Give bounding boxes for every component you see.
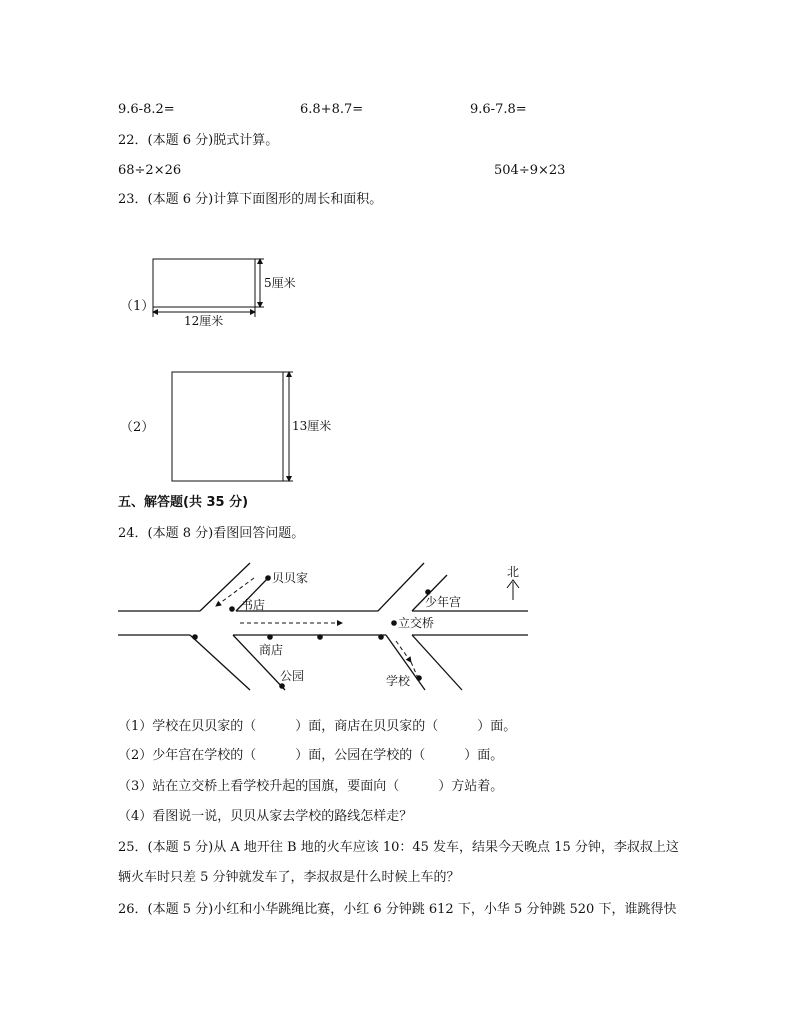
bookstore-label: 书店 bbox=[241, 598, 266, 612]
beibei-home-dot bbox=[265, 575, 271, 581]
fig2-side-label: 13厘米 bbox=[292, 419, 332, 433]
q24-sub2: （2）少年宫在学校的（ ）面，公园在学校的（ ）面。 bbox=[118, 748, 504, 763]
park-label: 公园 bbox=[280, 669, 305, 683]
q25-line-1: 25．(本题 5 分)从 A 地开往 B 地的火车应该 10：45 发车，结果今天晚点 15 分钟，李叔叔上这 bbox=[118, 840, 679, 855]
q22-heading: 22．(本题 6 分)脱式计算。 bbox=[118, 133, 279, 148]
calc-item-2: 6.8+8.7= bbox=[300, 102, 364, 117]
q24-heading: 24．(本题 8 分)看图回答问题。 bbox=[118, 526, 305, 541]
section5-heading: 五、解答题(共 35 分) bbox=[118, 495, 249, 510]
road-dot-2 bbox=[378, 634, 384, 640]
bookstore-dot bbox=[229, 606, 235, 612]
park-dot bbox=[279, 683, 285, 689]
overpass-label: 立交桥 bbox=[398, 616, 435, 630]
shop-dot bbox=[267, 634, 273, 640]
junction-dot bbox=[192, 634, 198, 640]
school-label: 学校 bbox=[386, 674, 411, 688]
youth-palace-dot bbox=[425, 589, 431, 595]
fig1-height-label: 5厘米 bbox=[264, 276, 296, 290]
q24-sub3: （3）站在立交桥上看学校升起的国旗，要面向（ ）方站着。 bbox=[118, 779, 504, 794]
q24-sub4: （4）看图说一说，贝贝从家去学校的路线怎样走？ bbox=[118, 809, 413, 824]
beibei-home-label: 贝贝家 bbox=[272, 571, 309, 585]
q25-line-2: 辆火车时只差 5 分钟就发车了，李叔叔是什么时候上车的？ bbox=[118, 870, 460, 885]
fig1-label: （1） bbox=[120, 299, 155, 314]
overpass-dot bbox=[391, 620, 397, 626]
fig1-width-label: 12厘米 bbox=[184, 314, 224, 328]
calc-item-3: 9.6-7.8= bbox=[470, 102, 527, 117]
school-dot bbox=[416, 675, 422, 681]
q23-heading: 23．(本题 6 分)计算下面图形的周长和面积。 bbox=[118, 192, 383, 207]
calc-item-1: 9.6-8.2= bbox=[118, 102, 175, 117]
fig2-label: （2） bbox=[120, 420, 155, 435]
q26-line-1: 26．(本题 5 分)小红和小华跳绳比赛，小红 6 分钟跳 612 下，小华 5 分钟跳 520 下，谁跳得快 bbox=[118, 902, 677, 917]
q24-sub1: （1）学校在贝贝家的（ ）面，商店在贝贝家的（ ）面。 bbox=[118, 719, 517, 734]
shop-label: 商店 bbox=[259, 643, 284, 657]
road-dot bbox=[317, 634, 323, 640]
north-label: 北 bbox=[507, 565, 520, 579]
q22-item-2: 504÷9×23 bbox=[494, 163, 566, 178]
youth-palace-label: 少年宫 bbox=[425, 595, 462, 609]
q22-item-1: 68÷2×26 bbox=[118, 163, 182, 178]
